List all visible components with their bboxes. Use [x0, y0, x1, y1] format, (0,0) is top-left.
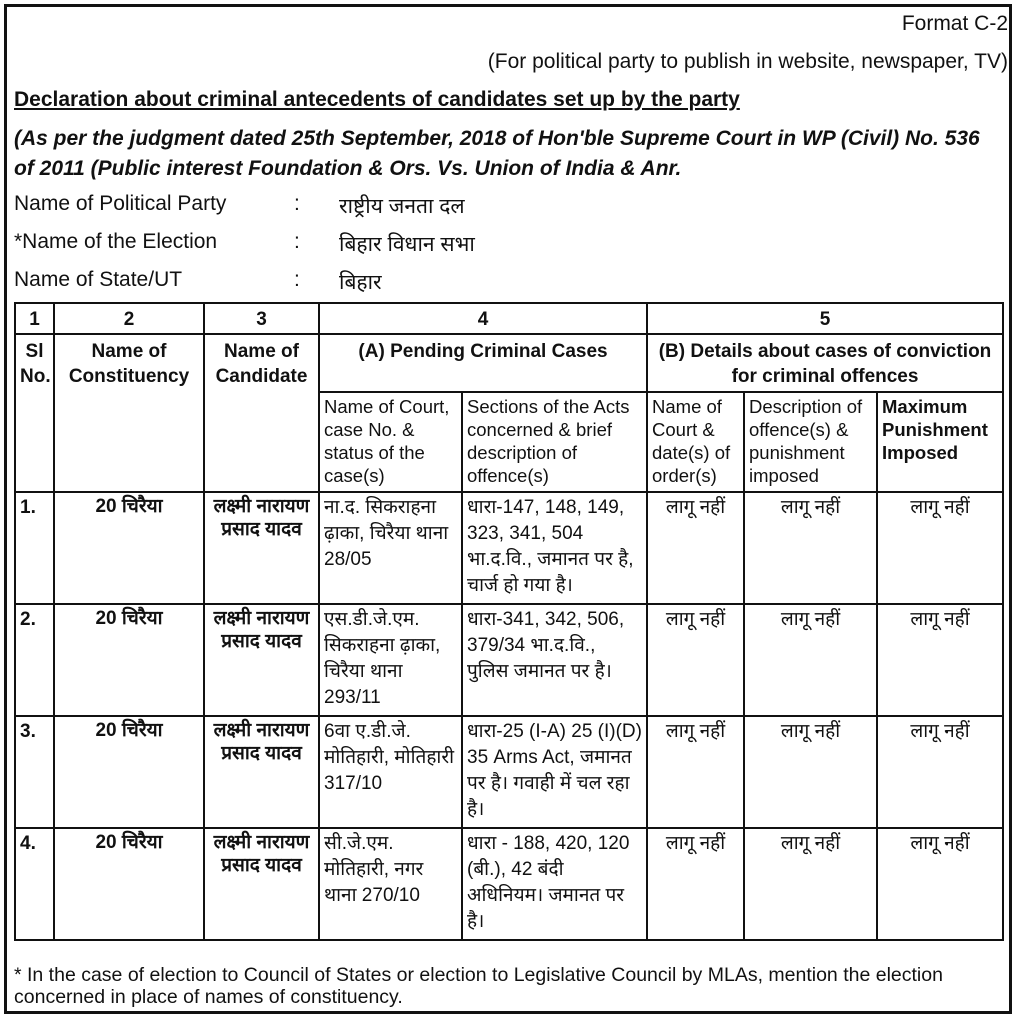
header-constituency: Name of Constituency — [54, 334, 204, 492]
info-colon: : — [294, 268, 300, 291]
row-court-case: एस.डी.जे.एम. सिकराहना ढ़ाका, चिरैया थाना 293/11 — [319, 604, 462, 716]
row-max-punishment: लागू नहीं — [877, 828, 1003, 940]
info-value: बिहार विधान सभा — [339, 233, 475, 256]
publish-note: (For political party to publish in website, newspaper, TV) — [487, 50, 1008, 73]
row-description: लागू नहीं — [744, 828, 877, 940]
column-number: 3 — [204, 303, 319, 334]
table-row — [15, 828, 1003, 940]
row-max-punishment: लागू नहीं — [877, 716, 1003, 828]
row-court-date: लागू नहीं — [647, 492, 744, 604]
row-sections: धारा-341, 342, 506, 379/34 भा.द.वि., पुलिस जमानत पर है। — [462, 604, 647, 716]
row-sl: 2. — [15, 604, 54, 716]
row-constituency: 20 चिरैया — [54, 492, 204, 604]
row-description: लागू नहीं — [744, 604, 877, 716]
criminal-antecedents-table — [14, 302, 1004, 941]
footnote: * In the case of election to Council of States or election to Legislative Council by MLAs, mention the election concerned in place of names of constituency. — [14, 964, 943, 1008]
row-court-case: 6वा ए.डी.जे. मोतिहारी, मोतिहारी 317/10 — [319, 716, 462, 828]
row-court-date: लागू नहीं — [647, 716, 744, 828]
row-court-case: ना.द. सिकराहना ढ़ाका, चिरैया थाना 28/05 — [319, 492, 462, 604]
table-row — [15, 604, 1003, 716]
info-label: Name of State/UT — [14, 268, 183, 291]
row-court-case: सी.जे.एम. मोतिहारी, नगर थाना 270/10 — [319, 828, 462, 940]
format-label: Format C-2 — [901, 12, 1008, 35]
declaration-title: Declaration about criminal antecedents of candidates set up by the party — [14, 88, 740, 111]
row-constituency: 20 चिरैया — [54, 828, 204, 940]
subheader-sections: Sections of the Acts concerned & brief description of offence(s) — [462, 392, 647, 492]
row-sl: 1. — [15, 492, 54, 604]
row-court-date: लागू नहीं — [647, 828, 744, 940]
row-sl: 4. — [15, 828, 54, 940]
subheader-description: Description of offence(s) & punishment imposed — [744, 392, 877, 492]
row-candidate: लक्ष्मी नारायण प्रसाद यादव — [204, 828, 319, 940]
subheader-court-case: Name of Court, case No. & status of the case(s) — [319, 392, 462, 492]
row-candidate: लक्ष्मी नारायण प्रसाद यादव — [204, 492, 319, 604]
row-sections: धारा-25 (I-A) 25 (I)(D) 35 Arms Act, जमानत पर है। गवाही में चल रहा है। — [462, 716, 647, 828]
header-row — [15, 334, 1003, 392]
table-row — [15, 716, 1003, 828]
row-description: लागू नहीं — [744, 716, 877, 828]
row-sections: धारा - 188, 420, 120 (बी.), 42 बंदी अधिनियम। जमानत पर है। — [462, 828, 647, 940]
judgment-reference: (As per the judgment dated 25th September, 2018 of Hon'ble Supreme Court in WP (Civil) No. 536 of 2011 (Public interest Foundation & Ors. Vs. Union of India & Anr. — [14, 127, 980, 180]
header-sl: Sl No. — [15, 334, 54, 492]
header-conviction: (B) Details about cases of conviction for criminal offences — [647, 334, 1003, 392]
header-candidate: Name of Candidate — [204, 334, 319, 492]
row-constituency: 20 चिरैया — [54, 716, 204, 828]
column-number: 4 — [319, 303, 647, 334]
row-sl: 3. — [15, 716, 54, 828]
row-constituency: 20 चिरैया — [54, 604, 204, 716]
row-max-punishment: लागू नहीं — [877, 492, 1003, 604]
info-colon: : — [294, 230, 300, 253]
table-row — [15, 492, 1003, 604]
row-description: लागू नहीं — [744, 492, 877, 604]
info-value: बिहार — [339, 271, 382, 294]
row-candidate: लक्ष्मी नारायण प्रसाद यादव — [204, 716, 319, 828]
header-pending-cases: (A) Pending Criminal Cases — [319, 334, 647, 392]
info-label: Name of Political Party — [14, 192, 227, 215]
column-number-row — [15, 303, 1003, 334]
info-colon: : — [294, 192, 300, 215]
row-candidate: लक्ष्मी नारायण प्रसाद यादव — [204, 604, 319, 716]
info-value: राष्ट्रीय जनता दल — [339, 195, 465, 218]
subheader-max-punishment: Maximum Punishment Imposed — [877, 392, 1003, 492]
info-label: *Name of the Election — [14, 230, 218, 253]
column-number: 2 — [54, 303, 204, 334]
row-sections: धारा-147, 148, 149, 323, 341, 504 भा.द.वि., जमानत पर है, चार्ज हो गया है। — [462, 492, 647, 604]
column-number: 1 — [15, 303, 54, 334]
subheader-court-date: Name of Court & date(s) of order(s) — [647, 392, 744, 492]
row-court-date: लागू नहीं — [647, 604, 744, 716]
column-number: 5 — [647, 303, 1003, 334]
row-max-punishment: लागू नहीं — [877, 604, 1003, 716]
